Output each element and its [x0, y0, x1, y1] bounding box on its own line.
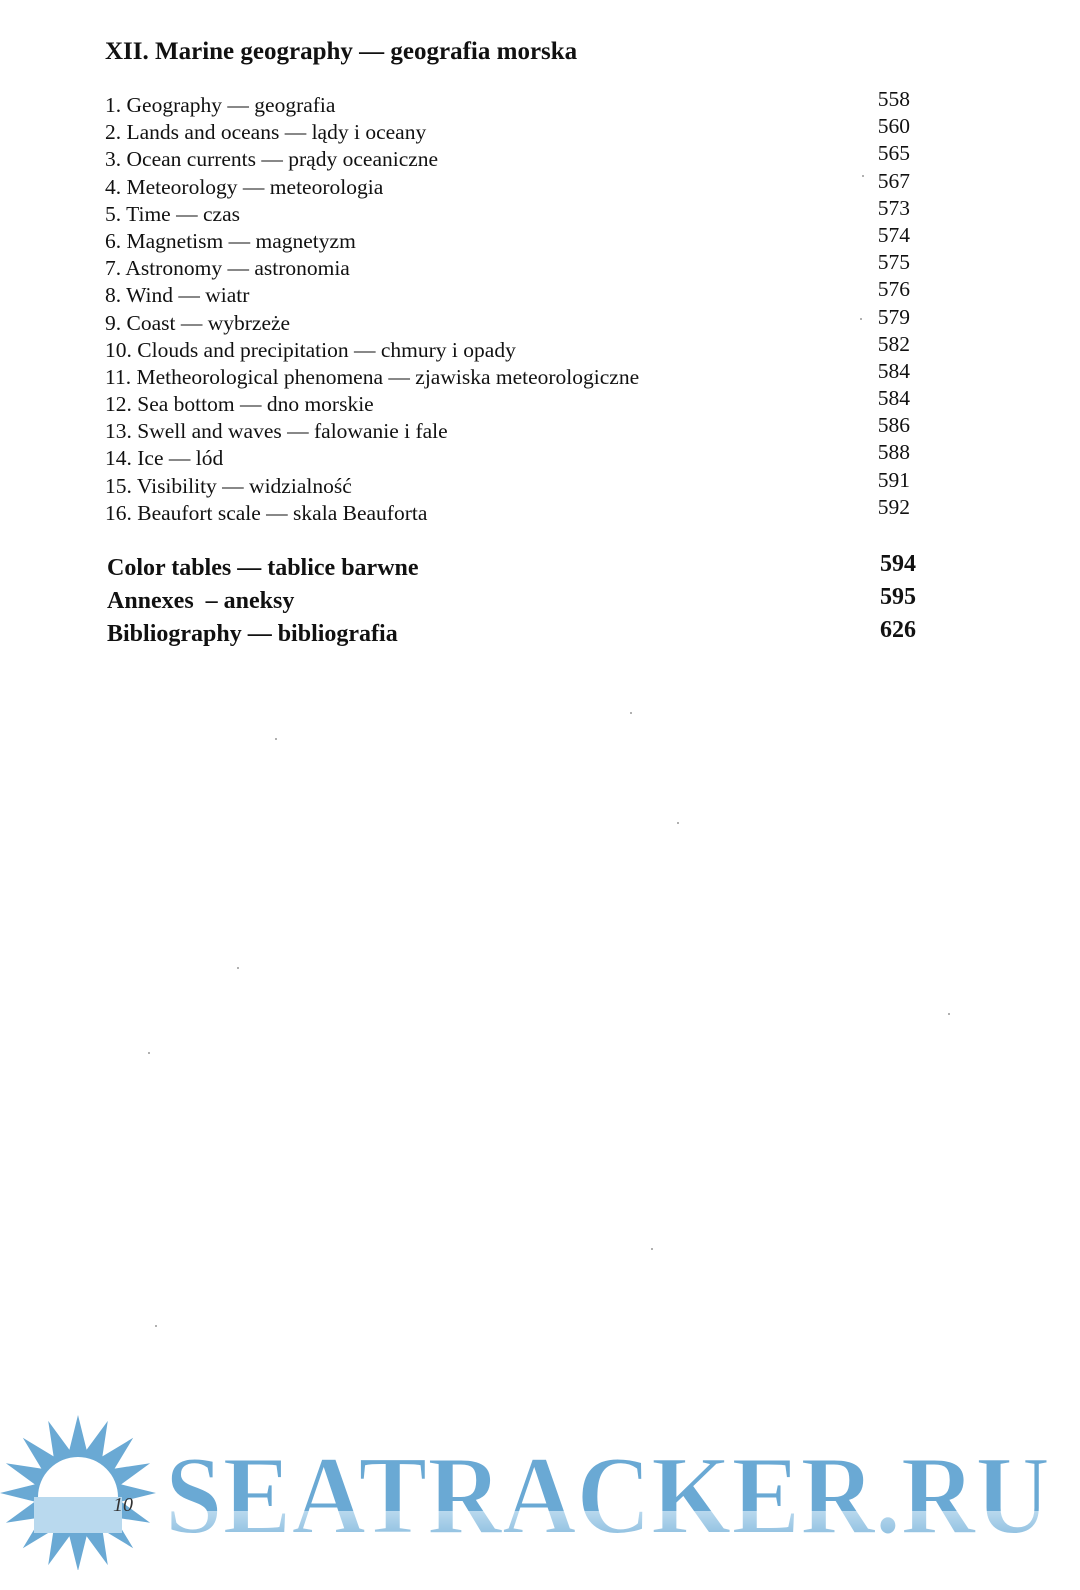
backmatter-entry-label: Bibliography — bibliografia — [107, 621, 398, 647]
scan-speck — [155, 1325, 157, 1327]
toc-entry — [105, 413, 920, 445]
backmatter-entry — [107, 585, 919, 618]
backmatter-entry-page: 626 — [880, 617, 916, 643]
toc-entry-page: 592 — [877, 494, 910, 519]
toc-entry-page: 586 — [877, 413, 910, 438]
scan-speck — [860, 318, 862, 320]
backmatter-entry-label: Color tables — tablice barwne — [107, 555, 419, 581]
toc-entry-label: 14. Ice — lód — [105, 446, 224, 471]
toc-entry — [105, 168, 920, 201]
backmatter-entry — [107, 552, 919, 585]
scan-speck — [862, 175, 864, 177]
toc-entry-label: 1. Geography — geografia — [105, 93, 336, 117]
toc-entry — [105, 358, 920, 391]
toc-entry-label: 8. Wind — wiatr — [105, 283, 250, 308]
toc-entry-label: 5. Time — czas — [105, 201, 240, 226]
toc-entry-label: 16. Beaufort scale — skala Beauforta — [105, 500, 428, 525]
toc-entry-label: 7. Astronomy — astronomia — [105, 256, 350, 281]
section-title: XII. Marine geography — geografia morska — [105, 38, 578, 65]
page-number: 10 — [113, 1494, 133, 1516]
toc-entry-page: 591 — [877, 467, 910, 492]
toc-entry-label: 9. Coast — wybrzeże — [105, 310, 291, 335]
watermark-text: SEATRACKER.RU — [165, 1434, 1050, 1558]
toc-entry — [105, 440, 920, 472]
scan-speck — [237, 967, 239, 969]
scan-speck — [948, 1013, 950, 1015]
toc-entry-label: 10. Clouds and precipitation — chmury i opady — [105, 337, 516, 362]
scan-speck — [275, 738, 277, 740]
toc-entry — [105, 386, 920, 418]
toc-entry — [105, 304, 920, 337]
toc-entry-page: 579 — [877, 304, 910, 329]
toc-entry — [105, 114, 920, 146]
toc-entry-page: 558 — [877, 87, 910, 111]
toc-entry-page: 573 — [877, 195, 910, 220]
scan-speck — [148, 1052, 150, 1054]
toc-entry-label: 6. Magnetism — magnetyzm — [105, 228, 356, 253]
backmatter-list — [107, 552, 919, 651]
toc-entry — [105, 250, 920, 282]
seatracker-watermark — [0, 1405, 1080, 1570]
toc-entry — [105, 141, 920, 173]
toc-entry-page: 567 — [877, 168, 910, 193]
toc-entry-page: 560 — [877, 114, 910, 139]
scan-speck — [677, 822, 679, 824]
scan-speck — [651, 1248, 653, 1250]
scan-speck — [630, 712, 632, 714]
backmatter-entry-label: Annexes – aneksy — [107, 588, 295, 614]
toc-list — [105, 87, 920, 527]
toc-entry-page: 574 — [877, 222, 910, 247]
toc-entry — [105, 87, 920, 119]
toc-entry — [105, 277, 920, 309]
toc-entry-page: 565 — [877, 141, 910, 166]
backmatter-entry-page: 594 — [880, 551, 916, 577]
toc-entry-label: 11. Metheorological phenomena — zjawiska meteorologiczne — [105, 364, 640, 389]
toc-entry-label: 12. Sea bottom — dno morskie — [105, 392, 374, 417]
toc-entry-page: 588 — [877, 440, 910, 465]
toc-entry-label: 4. Meteorology — meteorologia — [105, 174, 384, 199]
toc-entry-page: 575 — [877, 250, 910, 275]
toc-entry — [105, 494, 920, 527]
toc-entry-label: 2. Lands and oceans — lądy i oceany — [105, 120, 427, 145]
sun-water-shape — [34, 1497, 122, 1533]
backmatter-entry-page: 595 — [880, 584, 916, 610]
toc-entry-label: 13. Swell and waves — falowanie i fale — [105, 419, 448, 444]
toc-entry-label: 15. Visibility — widzialność — [105, 473, 352, 498]
toc-entry-page: 576 — [877, 277, 910, 302]
toc-entry-page: 584 — [877, 386, 910, 411]
toc-entry-label: 3. Ocean currents — prądy oceaniczne — [105, 147, 439, 172]
backmatter-entry — [107, 618, 919, 651]
toc-entry — [105, 467, 920, 500]
toc-entry-page: 584 — [877, 358, 910, 383]
toc-entry — [105, 331, 920, 364]
toc-entry-page: 582 — [877, 331, 910, 356]
toc-entry — [105, 195, 920, 228]
sun-icon — [0, 1415, 156, 1570]
toc-entry — [105, 222, 920, 255]
